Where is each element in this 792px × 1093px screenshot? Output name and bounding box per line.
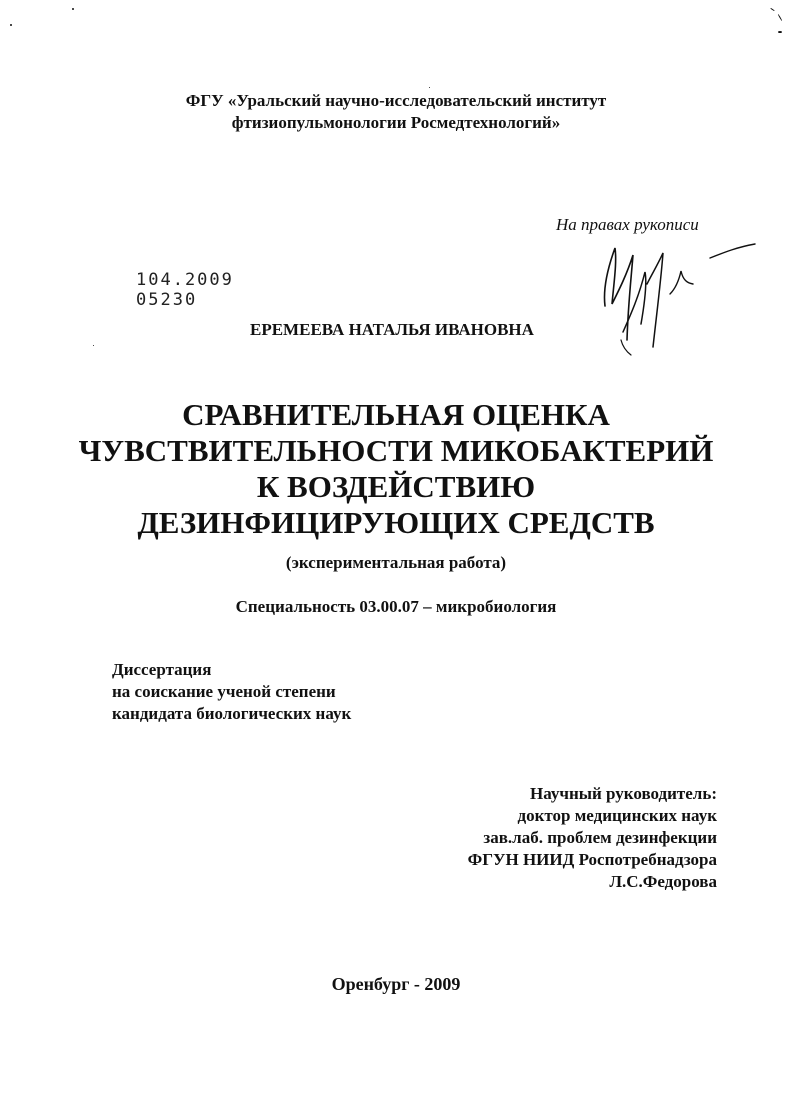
scan-speck [778,31,782,33]
scan-speck [93,345,94,346]
scan-speck [778,14,783,21]
dissertation-info [112,659,432,725]
scan-speck [10,24,12,26]
work-type-subtitle: (экспериментальная работа) [285,553,507,572]
archive-stamp-number: 104.2009 05230 [136,270,234,310]
scan-speck [72,8,74,10]
dissertation-line-2: на соискание ученой степени [112,682,336,701]
dissertation-title [0,397,792,541]
institution-line-1: ФГУ «Уральский научно-исследовательский институт [185,91,607,110]
title-line-3: К ВОЗДЕЙСТВИЮ [256,469,536,504]
author-name: ЕРЕМЕЕВА НАТАЛЬЯ ИВАНОВНА [250,320,534,339]
title-line-2: ЧУВСТВИТЕЛЬНОСТИ МИКОБАКТЕРИЙ [78,433,714,468]
city-year-footer: Оренбург - 2009 [331,974,461,994]
scan-speck [770,8,775,12]
supervisor-line-2: доктор медицинских наук [517,806,717,825]
manuscript-note: На правах рукописи [556,215,699,234]
supervisor-info [400,783,717,893]
signature-icon [585,228,760,358]
title-line-1: СРАВНИТЕЛЬНАЯ ОЦЕНКА [182,397,610,432]
title-line-4: ДЕЗИНФИЦИРУЮЩИХ СРЕДСТВ [137,505,655,540]
supervisor-line-1: Научный руководитель: [530,784,717,803]
supervisor-line-5: Л.С.Федорова [609,872,717,891]
scan-speck [429,87,430,88]
dissertation-line-1: Диссертация [112,660,212,679]
institution-line-2: фтизиопульмонологии Росмедтехнологий» [231,113,561,132]
supervisor-line-3: зав.лаб. проблем дезинфекции [483,828,717,847]
supervisor-line-4: ФГУН НИИД Роспотребнадзора [467,850,717,869]
dissertation-line-3: кандидата биологических наук [112,704,352,723]
institution-heading [0,90,792,134]
specialty-line: Специальность 03.00.07 – микробиология [235,597,557,616]
